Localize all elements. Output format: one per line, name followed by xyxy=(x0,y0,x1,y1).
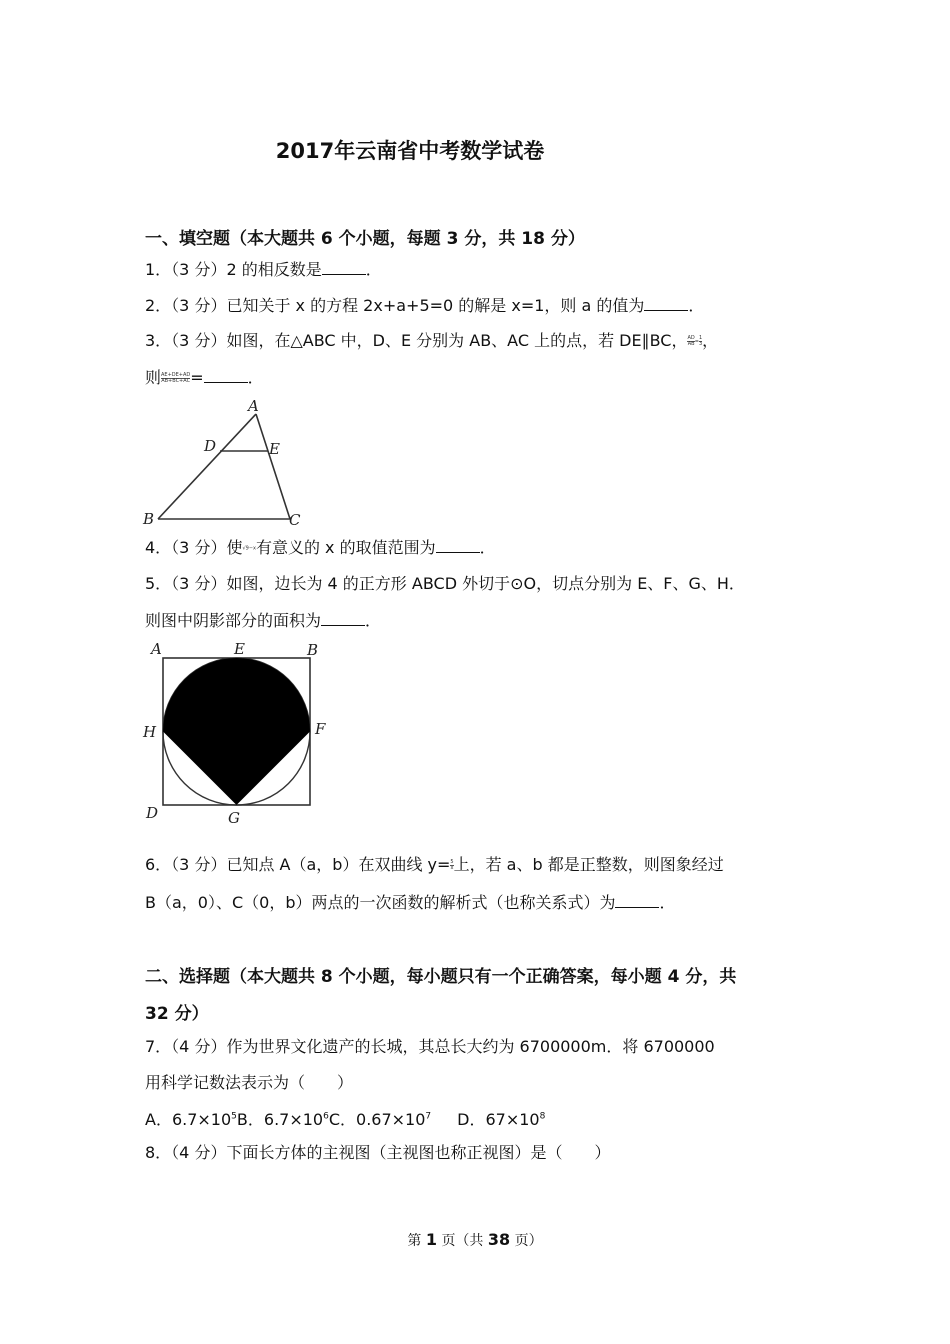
question-7-line-1: 7．（4 分）作为世界文化遗产的长城，其总长大约为 6700000m．将 6700000 xyxy=(145,1037,715,1056)
question-6-text-3: B（a，0）、C（0，b）两点的一次函数的解析式（也称关系式）为 xyxy=(145,893,616,912)
period: ． xyxy=(365,611,382,630)
section-1-heading: 一、填空题（本大题共 6 个小题，每题 3 分，共 18 分） xyxy=(145,229,585,249)
question-3-line-1 xyxy=(145,331,718,352)
question-2-text: 2．（3 分）已知关于 x 的方程 2x+a+5=0 的解是 x=1，则 a 的值为 xyxy=(145,296,645,315)
label-e: E xyxy=(234,640,245,658)
question-5-text: 则图中阴影部分的面积为 xyxy=(145,611,322,630)
question-5-line-2 xyxy=(145,611,381,631)
fraction-perimeter-ratio: $\frac{AE+DE+AD}{AB+BC+AC}$ xyxy=(161,372,191,384)
label-h: H xyxy=(143,723,157,741)
question-1-text: 1．（3 分）2 的相反数是 xyxy=(145,260,322,279)
label-b: B xyxy=(307,641,319,659)
question-6-line-1 xyxy=(145,855,724,875)
label-a: A xyxy=(151,640,162,658)
shaded-region xyxy=(163,658,310,805)
label-d: D xyxy=(204,437,217,455)
question-1-end: ． xyxy=(365,260,382,279)
question-3-text-2: 则 xyxy=(145,368,162,387)
period: ． xyxy=(659,893,676,912)
question-7-line-2: 用科学记数法表示为（ ） xyxy=(145,1073,354,1092)
footer-suffix: 页） xyxy=(514,1233,543,1249)
label-f: F xyxy=(315,720,326,738)
total-pages: 38 xyxy=(487,1230,511,1249)
label-a: A xyxy=(248,397,259,415)
section-2-heading-line-1: 二、选择题（本大题共 8 个小题，每小题只有一个正确答案，每小题 4 分，共 xyxy=(145,967,737,987)
answer-blank xyxy=(321,611,365,626)
section-2-heading-line-2: 32 分） xyxy=(145,1004,209,1024)
sqrt-expression: √9−x xyxy=(242,545,256,552)
page-number: 1 xyxy=(425,1230,437,1249)
footer-prefix: 第 xyxy=(407,1233,422,1249)
option-b: B．$6.7\times 10^6$ xyxy=(236,1110,329,1130)
question-1 xyxy=(145,260,382,280)
question-5-line-1: 5．（3 分）如图，边长为 4 的正方形 ABCD 外切于⊙O，切点分别为 E、F、G、H． xyxy=(145,574,745,593)
answer-blank xyxy=(615,893,659,908)
footer-middle: 页（共 xyxy=(441,1233,484,1249)
answer-blank xyxy=(436,538,480,553)
fraction-ad-ab: $\frac{AD}{AB}$ xyxy=(687,335,695,347)
question-6-text-2: 上，若 a、b 都是正整数，则图象经过 xyxy=(453,855,724,874)
fraction-5-over-x: $\frac{5}{x}$ xyxy=(450,859,454,871)
side-ab xyxy=(158,414,256,519)
question-4-text: 4．（3 分）使 xyxy=(145,538,243,557)
label-g: G xyxy=(228,809,240,827)
answer-blank xyxy=(644,296,688,311)
question-2 xyxy=(145,296,704,316)
question-3-line-2 xyxy=(145,368,264,388)
square-circle-figure xyxy=(140,638,340,828)
label-b: B xyxy=(143,510,155,528)
question-4-text-2: 有意义的 x 的取值范围为 xyxy=(255,538,436,557)
side-ac xyxy=(256,414,290,519)
label-e: E xyxy=(269,440,280,458)
option-d: D．$67\times 10^8$ xyxy=(457,1110,546,1130)
equals-sign: = xyxy=(694,338,699,345)
question-3-text: 3．（3 分）如图，在△ABC 中，D、E 分别为 AB、AC 上的点，若 DE∥BC， xyxy=(145,331,688,350)
comma: ， xyxy=(702,331,719,350)
period: ． xyxy=(247,368,264,387)
page-footer xyxy=(0,1230,950,1250)
option-a: A．$6.7\times 10^5$ xyxy=(145,1110,237,1130)
period: ． xyxy=(479,538,496,557)
question-2-end: ． xyxy=(688,296,705,315)
equals-sign: = xyxy=(190,368,204,387)
label-d: D xyxy=(146,804,159,822)
question-6-line-2 xyxy=(145,893,676,913)
question-4 xyxy=(145,538,496,559)
answer-blank xyxy=(322,260,366,275)
triangle-figure xyxy=(140,395,310,530)
fraction-one-third: $\frac{1}{3}$ xyxy=(698,335,703,347)
question-6-text: 6．（3 分）已知点 A（a，b）在双曲线 y= xyxy=(145,855,451,874)
label-c: C xyxy=(289,511,301,529)
page-title: 2017年云南省中考数学试卷 xyxy=(275,139,545,163)
answer-blank xyxy=(204,368,248,383)
question-8: 8．（4 分）下面长方体的主视图（主视图也称正视图）是（ ） xyxy=(145,1143,611,1162)
option-c: C．$0.67\times 10^7$ xyxy=(328,1110,432,1130)
question-7-options xyxy=(145,1107,545,1130)
